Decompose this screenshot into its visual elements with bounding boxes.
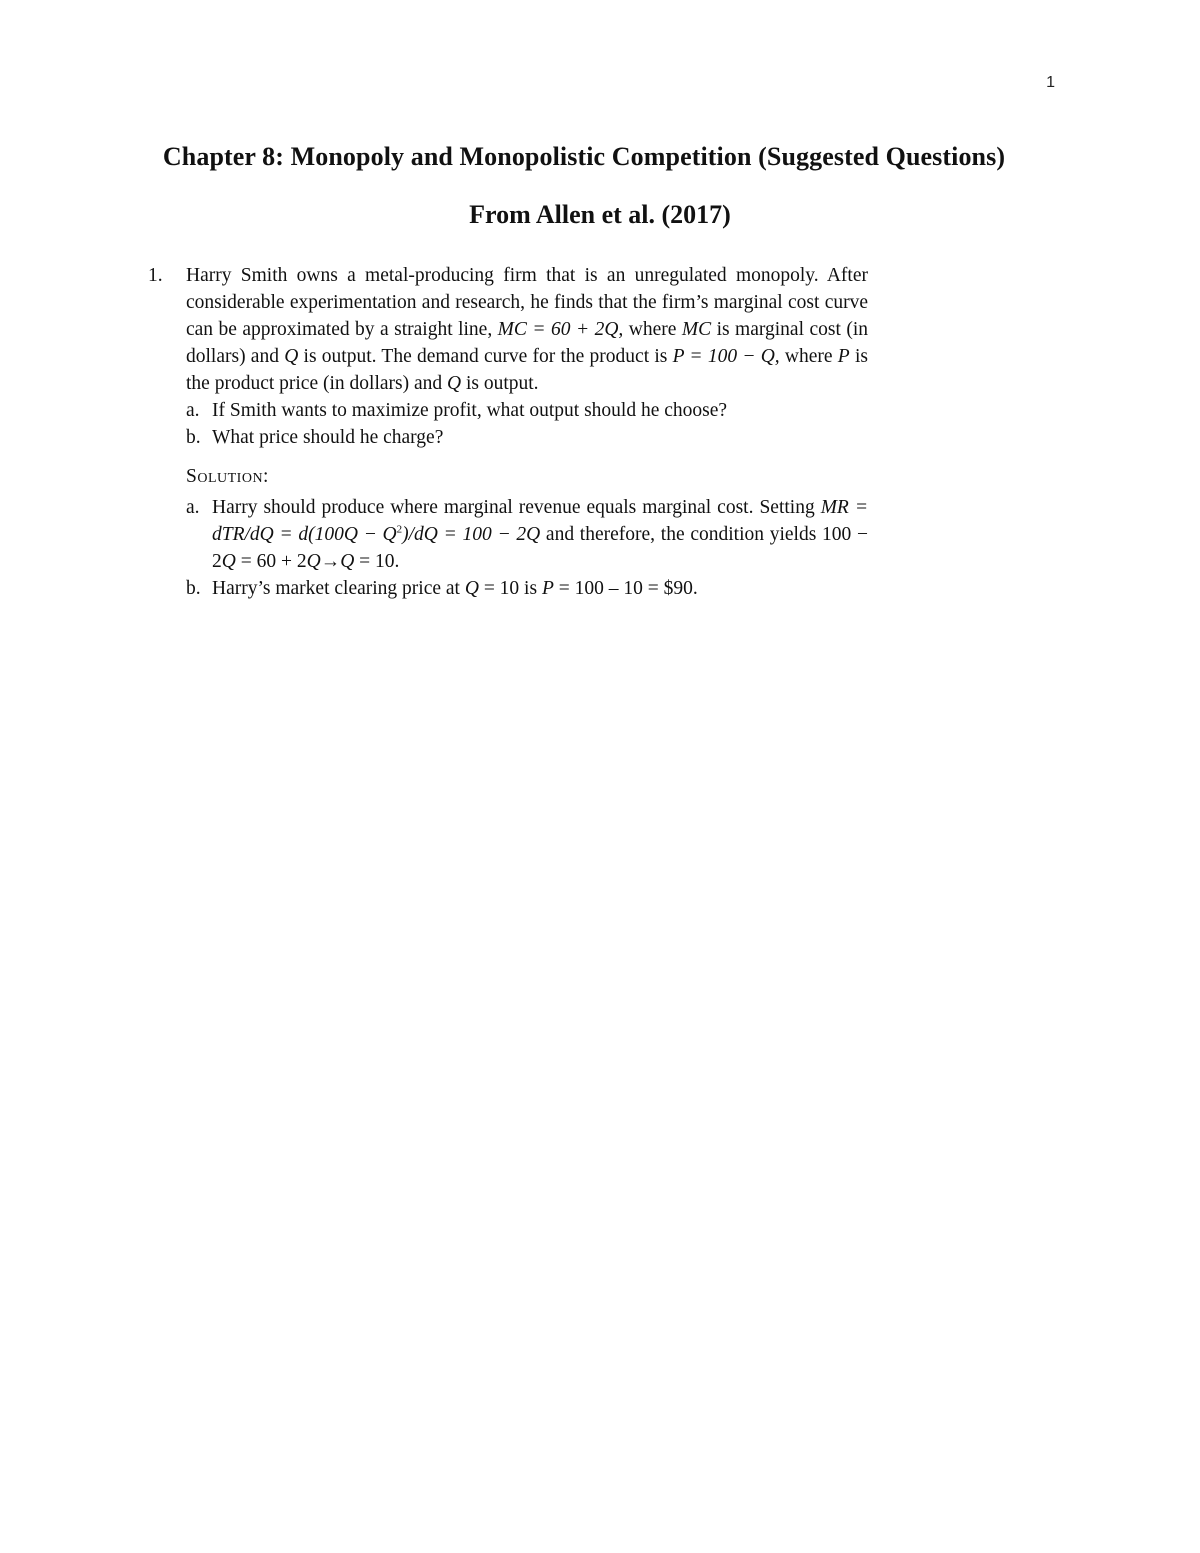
solution-text [212, 575, 868, 602]
part-label: b. [186, 427, 201, 448]
mc-symbol: MC [681, 319, 712, 340]
part-label: b. [186, 578, 201, 599]
page-number: 1 [1046, 74, 1055, 91]
p-symbol: P [541, 578, 554, 599]
q-symbol: Q [284, 346, 299, 367]
solution-text-part: = 10. [354, 551, 400, 572]
q-symbol: Q [340, 551, 355, 572]
question-text-part: is output. The demand curve for the product is [298, 346, 673, 367]
solution-heading: Solution: [186, 466, 269, 487]
document-title: Chapter 8: Monopoly and Monopolistic Competition (Suggested Questions) [162, 142, 1006, 171]
solution-part-a [186, 494, 868, 575]
mr-equation: MR = dTR/dQ = d(100Q − Q [212, 497, 868, 545]
q-symbol: Q [464, 578, 479, 599]
solution-part-b [186, 575, 868, 602]
mc-equation: MC = 60 + 2Q, [497, 319, 624, 340]
question-number: 1. [148, 265, 163, 286]
solution-text-part: Harry should produce where marginal revenue equals marginal cost. Setting [212, 497, 821, 518]
exponent: 2 [396, 523, 403, 536]
question-text-part: where [623, 319, 682, 340]
p-symbol: P [837, 346, 850, 367]
part-text: If Smith wants to maximize profit, what output should he choose? [212, 400, 728, 421]
question-part-b [186, 424, 868, 451]
question-text-part: is marginal cost (in dollars) and [186, 319, 868, 367]
question-text-part: Harry Smith owns a metal-producing firm that is an unregulated monopoly. After considerable experimentation and research, he finds that the firm’s marginal cost curve can be approximated by a straight line, [186, 265, 868, 340]
part-label: a. [186, 400, 200, 421]
solution-text-part: = 10 is [478, 578, 542, 599]
document-subtitle: From Allen et al. (2017) [469, 200, 731, 229]
question-text-part: where [779, 346, 838, 367]
part-label: a. [186, 497, 200, 518]
arrow-symbol: → [320, 551, 341, 572]
demand-equation: P = 100 − Q, [672, 346, 780, 367]
mr-equation-end: )/dQ = 100 − 2Q [402, 524, 541, 545]
question-text-part: is the product price (in dollars) and [186, 346, 868, 394]
solution-text-part: = 100 – 10 = $90. [553, 578, 698, 599]
question-part-a [186, 397, 868, 424]
q-symbol: Q [306, 551, 321, 572]
q-symbol: Q [221, 551, 236, 572]
question-text-part: is output. [461, 373, 539, 394]
solution-text-part: and therefore, the condition yields 100 − 2 [212, 524, 868, 572]
q-symbol: Q [447, 373, 462, 394]
solution-text-part: = 60 + 2 [235, 551, 307, 572]
question-text [186, 262, 868, 397]
solution-text [212, 494, 868, 575]
solution-text-part: Harry’s market clearing price at [212, 578, 465, 599]
question-block [148, 262, 868, 602]
question-row [148, 262, 868, 397]
part-text: What price should he charge? [212, 427, 444, 448]
